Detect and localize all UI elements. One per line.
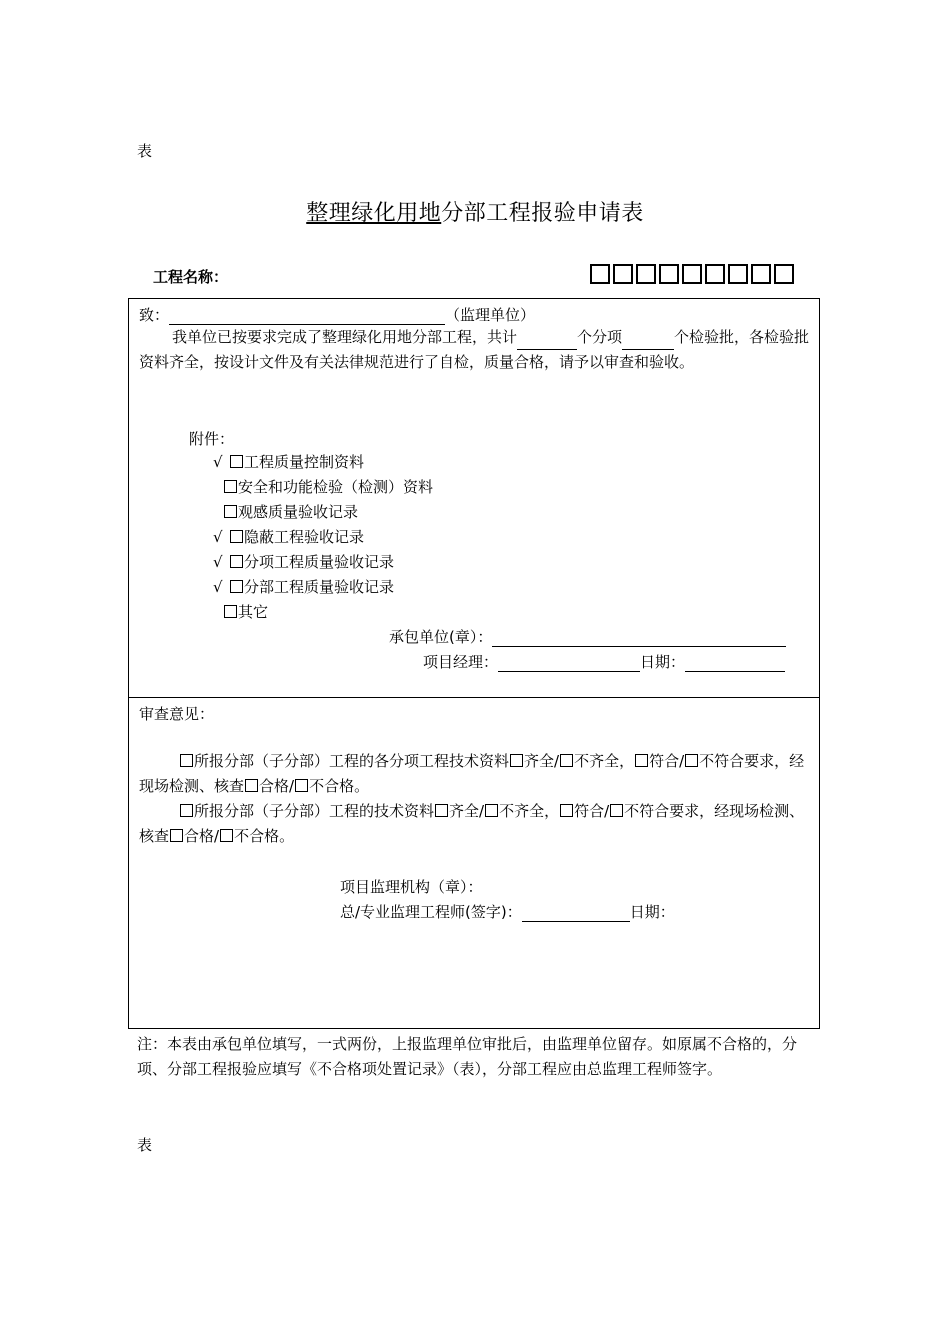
checkbox[interactable] — [510, 754, 523, 767]
engineer-label: 总/专业监理工程师(签字)： — [340, 903, 522, 921]
review1-g: 不合格。 — [309, 777, 370, 795]
attachment-item — [223, 500, 433, 525]
project-name-boxes — [590, 264, 794, 284]
checkbox[interactable] — [435, 804, 448, 817]
check-mark: √ — [213, 578, 223, 596]
contractor-label: 承包单位(章）： — [389, 628, 493, 646]
checkbox[interactable] — [685, 754, 698, 767]
review-paragraph-1 — [139, 749, 815, 799]
page-title — [0, 196, 950, 227]
attachment-item — [223, 475, 433, 500]
contractor-blank — [492, 632, 786, 647]
manager-blank — [498, 657, 640, 672]
attachment-item — [213, 550, 433, 575]
review2-d: 符合/ — [574, 802, 610, 820]
items-blank — [517, 335, 577, 350]
check-mark: √ — [213, 553, 223, 571]
review2-a: 所报分部（子分部）工程的技术资料 — [194, 802, 435, 820]
review2-f: 合格/ — [184, 827, 220, 845]
engineer-date-label: 日期： — [629, 903, 675, 921]
section-divider — [129, 697, 819, 698]
checkbox[interactable] — [560, 804, 573, 817]
to-row — [139, 304, 535, 325]
attachment-checkbox[interactable] — [230, 455, 243, 468]
batches-blank — [622, 335, 674, 350]
review1-e: 不符合要求，经现场检测、核查 — [139, 752, 805, 795]
review2-b: 齐全/ — [449, 802, 485, 820]
engineer-row — [340, 901, 675, 922]
attachment-item — [223, 600, 433, 625]
attachment-checkbox[interactable] — [230, 530, 243, 543]
attachment-item — [213, 575, 433, 600]
review1-a: 所报分部（子分部）工程的各分项工程技术资料 — [194, 752, 510, 770]
review1-c: 不齐全， — [574, 752, 635, 770]
attachment-checkbox[interactable] — [224, 480, 237, 493]
checkbox[interactable] — [485, 804, 498, 817]
check-mark: √ — [213, 453, 223, 471]
to-suffix: （监理单位） — [445, 306, 536, 324]
manager-label: 项目经理： — [423, 653, 499, 671]
intro-paragraph — [139, 325, 815, 375]
attachment-label: 其它 — [238, 603, 269, 621]
engineer-blank — [522, 907, 630, 922]
review1-f: 合格/ — [259, 777, 295, 795]
review2-c: 不齐全， — [499, 802, 560, 820]
attachment-label: 工程质量控制资料 — [244, 453, 365, 471]
review-paragraph-2 — [139, 799, 815, 849]
header-table-marker: 表 — [137, 142, 153, 160]
attachment-item — [213, 450, 433, 475]
attachment-checkbox[interactable] — [230, 580, 243, 593]
project-name-label: 工程名称： — [153, 268, 229, 286]
title-rest: 分部工程报验申请表 — [441, 201, 644, 226]
supervision-org-label: 项目监理机构（章）： — [340, 878, 483, 896]
checkbox[interactable] — [610, 804, 623, 817]
checkbox[interactable] — [245, 779, 258, 792]
intro-b: 个分项 — [577, 328, 623, 346]
attachments-list — [213, 450, 433, 625]
check-mark: √ — [213, 528, 223, 546]
review2-e: 不符合要求，经现场检测、核查 — [139, 802, 805, 845]
attachment-item — [213, 525, 433, 550]
attachment-checkbox[interactable] — [224, 505, 237, 518]
footer-table-marker: 表 — [137, 1136, 153, 1154]
date-blank — [685, 657, 785, 672]
to-label: 致： — [139, 306, 170, 324]
attachment-label: 分项工程质量验收记录 — [244, 553, 395, 571]
review1-d: 符合/ — [649, 752, 685, 770]
attachment-label: 观感质量验收记录 — [238, 503, 359, 521]
note: 注：本表由承包单位填写，一式两份，上报监理单位审批后，由监理单位留存。如原属不合格的，分项、分部工程报验应填写《不合格项处置记录》（表），分部工程应由总监理工程师签字。 — [137, 1035, 798, 1078]
manager-row — [423, 651, 785, 672]
attachments-label: 附件： — [189, 430, 235, 448]
checkbox[interactable] — [180, 804, 193, 817]
checkbox[interactable] — [170, 829, 183, 842]
date-label: 日期： — [640, 653, 686, 671]
checkbox[interactable] — [220, 829, 233, 842]
checkbox[interactable] — [180, 754, 193, 767]
intro-a: 我单位已按要求完成了整理绿化用地分部工程，共计 — [172, 328, 518, 346]
attachment-checkbox[interactable] — [224, 605, 237, 618]
attachment-label: 分部工程质量验收记录 — [244, 578, 395, 596]
review2-g: 不合格。 — [234, 827, 295, 845]
attachment-label: 隐蔽工程验收记录 — [244, 528, 365, 546]
title-underlined: 整理绿化用地 — [306, 201, 442, 226]
attachment-label: 安全和功能检验（检测）资料 — [238, 478, 434, 496]
review-label: 审查意见： — [139, 705, 215, 723]
to-blank — [169, 310, 445, 325]
attachment-checkbox[interactable] — [230, 555, 243, 568]
review1-b: 齐全/ — [524, 752, 560, 770]
intro-c: 个检验批，各检验批资料齐全，按设计文件及有关法律规范进行了自检，质量合格，请予以审查和验收。 — [139, 328, 810, 371]
checkbox[interactable] — [295, 779, 308, 792]
checkbox[interactable] — [560, 754, 573, 767]
checkbox[interactable] — [635, 754, 648, 767]
contractor-row — [389, 626, 786, 647]
application-form — [128, 298, 820, 1029]
